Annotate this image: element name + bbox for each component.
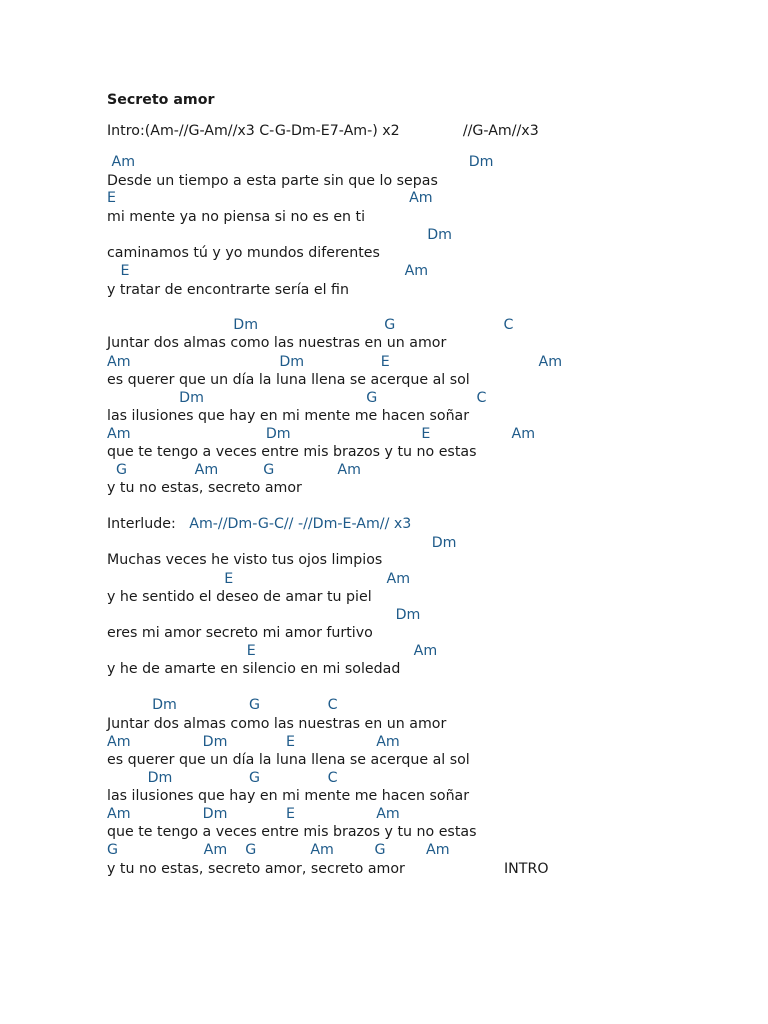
interlude-line — [107, 515, 411, 533]
chord-line: Am Dm E Am — [107, 354, 563, 370]
chord-line: Dm — [107, 607, 421, 623]
lyric-line: las ilusiones que hay en mi mente me hacen soñar — [107, 788, 470, 804]
lyric-line: Juntar dos almas como las nuestras en un amor — [107, 335, 447, 351]
lyric-line: mi mente ya no piensa si no es en ti — [107, 209, 366, 225]
chord-line: E Am — [107, 263, 429, 279]
chord-line: Dm — [107, 535, 457, 551]
intro-line: Intro:(Am-//G-Am//x3 C-G-Dm-E7-Am-) x2 //G-Am//x3 — [107, 123, 539, 139]
chord-line: Dm G C — [107, 770, 338, 786]
chord-line: Am Dm E Am — [107, 426, 536, 442]
ending-line — [107, 860, 405, 878]
chord-line: Dm G C — [107, 697, 338, 713]
chord-line: Am Dm E Am — [107, 806, 400, 822]
chord-line: Dm G C — [107, 317, 514, 333]
chord-line: Am Dm — [107, 154, 494, 170]
intro-marker: INTRO — [504, 861, 549, 877]
lyric-line: las ilusiones que hay en mi mente me hacen soñar — [107, 408, 470, 424]
ending-lyric: y tu no estas, secreto amor, secreto amor — [107, 861, 405, 877]
lyric-line: y tratar de encontrarte sería el fin — [107, 282, 349, 298]
lyric-line: Muchas veces he visto tus ojos limpios — [107, 552, 383, 568]
lyric-line: eres mi amor secreto mi amor furtivo — [107, 625, 373, 641]
chord-line: Dm — [107, 227, 452, 243]
lyric-line: caminamos tú y yo mundos diferentes — [107, 245, 380, 261]
chord-line: G Am G Am — [107, 462, 361, 478]
lyric-line: es querer que un día la luna llena se acerque al sol — [107, 372, 470, 388]
lyric-line: y he sentido el deseo de amar tu piel — [107, 589, 372, 605]
interlude-chords: Am-//Dm-G-C// -//Dm-E-Am// x3 — [189, 516, 412, 532]
lyric-line: y he de amarte en silencio en mi soledad — [107, 661, 401, 677]
lyric-line: y tu no estas, secreto amor — [107, 480, 302, 496]
chord-line: E Am — [107, 190, 433, 206]
song-title: Secreto amor — [107, 92, 215, 108]
lyric-line: que te tengo a veces entre mis brazos y tu no estas — [107, 824, 477, 840]
chord-line: E Am — [107, 571, 411, 587]
lyric-line: Desde un tiempo a esta parte sin que lo sepas — [107, 173, 438, 189]
chord-line: Am Dm E Am — [107, 734, 400, 750]
interlude-label: Interlude: — [107, 516, 176, 532]
lyric-line: Juntar dos almas como las nuestras en un amor — [107, 716, 447, 732]
chord-line: E Am — [107, 643, 438, 659]
chord-line: G Am G Am G Am — [107, 842, 450, 858]
lyric-line: que te tengo a veces entre mis brazos y tu no estas — [107, 444, 477, 460]
lyric-line: es querer que un día la luna llena se acerque al sol — [107, 752, 470, 768]
chord-line: Dm G C — [107, 390, 487, 406]
